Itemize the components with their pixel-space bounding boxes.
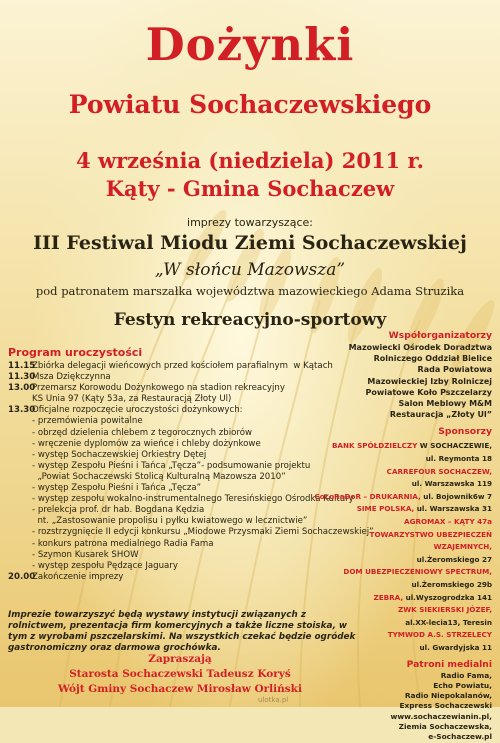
sponsor-name: DOM UBEZPIECZENIOWY SPECTRUM, xyxy=(343,567,492,577)
media-patron-item: Echo Powiatu, xyxy=(433,680,492,690)
sponsor-name: CoLoRaDoR – DRUKARNIA, xyxy=(314,491,421,501)
program-item xyxy=(8,372,364,383)
sponsor-address: W SOCHACZEWIE, xyxy=(417,441,492,451)
event-place: Kąty - Gmina Sochaczew xyxy=(105,176,395,201)
media-patron-item: Radio Fama, xyxy=(440,670,492,680)
sponsor-name: AGROMAX – KĄTY 47a xyxy=(404,516,492,526)
co-organizers-list xyxy=(312,342,492,420)
media-patron-item: Express Sochaczewski xyxy=(399,701,492,711)
sponsor-name: SIME POLSKA, xyxy=(356,504,415,514)
program-item xyxy=(8,550,364,561)
sponsor-name: CARREFOUR SOCHACZEW, xyxy=(386,466,492,476)
program-item xyxy=(8,505,364,516)
sponsor-address: ul.Żeromskiego 29b xyxy=(411,579,492,589)
patronage-line: pod patronatem marszałka województwa mazowieckiego Adama Struzika xyxy=(35,284,465,298)
poster-title: Dożynki xyxy=(145,18,355,71)
invite-paragraph: Imprezie towarzyszyć będą wystawy instytucji związanych z rolnictwem, prezentacja firm komercyjnych a także liczne stoiska, w tym z wyrobami pszczelarskimi. Na wszystkich czekać będzie ogródek gastronomiczny oraz darmowa grochówka. xyxy=(8,610,356,653)
co-organizer-item: Mazowieckiej Izby Rolniczej xyxy=(367,376,492,386)
sponsor-item xyxy=(312,640,492,653)
signer-starosta: Starosta Sochaczewski Tadeusz Koryś xyxy=(69,668,291,680)
program-item xyxy=(8,527,374,538)
media-patron-item: www.sochaczewianin.pl, xyxy=(390,711,492,721)
program-item-text: Zbiórka delegacji wieńcowych przed kościołem parafialnym w Kątach xyxy=(32,361,333,371)
program-item-text: Przemarsz Korowodu Dożynkowego na stadion rekreacyjny xyxy=(32,383,285,394)
media-patron-item: e-Sochaczew.pl xyxy=(428,732,492,742)
co-organizers-title: Współorganizatorzy xyxy=(388,330,492,341)
sponsor-address: al.XX-lecia13, Teresin xyxy=(405,617,492,627)
event-date: 4 września (niedziela) 2011 r. xyxy=(76,148,424,173)
sponsor-item xyxy=(312,451,492,464)
program-item-text: - konkurs patrona medialnego Radia Fama xyxy=(32,538,214,549)
program-item-text: - występ Zespołu Pieśni i Tańca „Tęcza”- podsumowanie projektu xyxy=(32,460,311,471)
sponsor-address: ul.Wyszogrodzka 141 xyxy=(403,592,492,602)
sponsor-item xyxy=(312,489,492,502)
accompanying-label: imprezy towarzyszące: xyxy=(187,216,313,229)
sponsor-name: TOWARZYSTWO UBEZPIECZEŃ WZAJEMNYCH, xyxy=(369,529,492,552)
program-item-text: - występ zespołu wokalno-instrumentalnego Teresińskiego Ośrodka Kultury xyxy=(32,494,354,505)
co-organizer-item: Rolniczego Oddział Bielice xyxy=(373,354,492,364)
program-item xyxy=(8,516,364,527)
co-organizer-item: Powiatowe Koło Pszczelarzy xyxy=(365,387,492,397)
program-item xyxy=(8,416,364,427)
sponsor-item xyxy=(312,527,492,552)
program-item-text: - prelekcja prof. dr hab. Bogdana Kędzia xyxy=(32,505,205,516)
sponsor-item xyxy=(312,552,492,565)
sponsor-address: ul. Warszawska 31 xyxy=(414,504,492,514)
program-item xyxy=(8,383,364,394)
sponsor-address: ul. Bojownik6w 7 xyxy=(420,491,492,501)
sponsor-item xyxy=(312,514,492,527)
festyn-title: Festyn rekreacyjno-sportowy xyxy=(113,310,387,330)
media-patron-item: Radio Niepokalanów, xyxy=(404,691,492,701)
program-item-text: - występ Sochaczewskiej Orkiestry Dętej xyxy=(32,449,207,460)
program-item-time: 20.00 xyxy=(8,571,36,582)
sponsor-item xyxy=(312,627,492,640)
program-title: Program uroczystości xyxy=(8,346,143,359)
sponsor-item xyxy=(312,438,492,451)
sponsor-item xyxy=(312,501,492,514)
co-organizer-item: Restauracja „Złoty Ul” xyxy=(389,410,492,420)
sponsor-item xyxy=(312,577,492,590)
sponsor-name: ZWK SIEKIERSKI JÓZEF, xyxy=(398,605,492,615)
program-item-text: - występ zespołu Pędzące Jaguary xyxy=(32,560,178,571)
program-item xyxy=(8,461,364,472)
watermark: ulotka.pl xyxy=(258,696,289,704)
sponsor-item xyxy=(312,590,492,603)
program-item-text: „Powiat Sochaczewski Stolicą Kulturalną Mazowsza 2010” xyxy=(32,471,286,482)
festival-title: III Festiwal Miodu Ziemi Sochaczewskiej xyxy=(33,232,467,254)
program-item-text: Msza Dziękczynna xyxy=(32,372,111,383)
media-patrons-list xyxy=(312,671,492,743)
program-item xyxy=(8,394,364,405)
program-item xyxy=(8,439,364,450)
sponsor-address: ul.Żeromskiego 27 xyxy=(416,554,492,564)
program-item-time: 13.00 xyxy=(8,383,36,394)
sponsors-list xyxy=(312,438,492,652)
sponsors-column xyxy=(312,330,492,743)
program-item xyxy=(8,494,364,505)
program-item-text: - występ Zespołu Pieśni i Tańca „Tęcza” xyxy=(32,483,202,494)
program-item-text: - obrzęd dzielenia chlebem z tegorocznych zbiorów xyxy=(32,427,253,438)
co-organizer-item: Rada Powiatowa xyxy=(417,365,492,375)
sponsor-address: ul. Gwardyjska 11 xyxy=(419,642,492,652)
program-item-text: - rozstrzygnięcie II edycji konkursu „Miodowe Przysmaki Ziemi Sochaczewskiej” xyxy=(32,527,374,538)
sponsor-item xyxy=(312,615,492,628)
program-item-text: - wręczenie dyplomów za wieńce i chleby dożynkowe xyxy=(32,438,261,449)
program-item-text: KS Unia 97 (Kąty 53a, za Restauracją Złoty Ul) xyxy=(32,394,232,405)
co-organizer-item: Salon Meblowy M&M xyxy=(398,399,492,409)
program-item xyxy=(8,472,364,483)
program-item-time: 11.30 xyxy=(8,372,36,383)
poster-subtitle: Powiatu Sochaczewskiego xyxy=(68,90,432,119)
signer-wojt: Wójt Gminy Sochaczew Mirosław Orliński xyxy=(58,683,302,695)
program-item-text: - przemówienia powitalne xyxy=(32,416,143,427)
festival-motto: „W słońcu Mazowsza” xyxy=(154,260,346,280)
program-item xyxy=(8,405,364,416)
sponsor-item xyxy=(312,464,492,477)
program-item xyxy=(8,428,364,439)
program-item xyxy=(8,561,364,572)
sponsor-name: BANK SPÓŁDZIELCZY xyxy=(331,441,418,451)
sponsor-address: ul. Warszawska 119 xyxy=(411,479,492,489)
program-item-time: 11.15 xyxy=(8,361,36,371)
sponsor-item xyxy=(312,602,492,615)
sponsor-address: ul. Reymonta 18 xyxy=(425,454,492,464)
program-item xyxy=(8,572,364,583)
program-item xyxy=(8,483,364,494)
media-patron-item: Ziemia Sochaczewska, xyxy=(398,722,492,731)
program-item-text: nt. „Zastosowanie propolisu i pyłku kwiatowego w lecznictwie” xyxy=(32,516,308,527)
program-item-text: - Szymon Kusarek SHOW xyxy=(32,549,139,560)
sponsor-name: ZEBRA, xyxy=(373,592,404,602)
sponsors-title: Sponsorzy xyxy=(438,426,492,438)
program-item-time: 13.30 xyxy=(8,405,36,416)
invite-heading: Zapraszają xyxy=(148,653,212,665)
program-item xyxy=(8,539,364,550)
sponsor-item xyxy=(312,564,492,577)
sponsor-item xyxy=(312,476,492,489)
co-organizer-item: Mazowiecki Ośrodek Doradztwa xyxy=(348,343,492,352)
media-patrons-title: Patroni medialni xyxy=(406,658,492,670)
program-item xyxy=(8,450,364,461)
sponsor-name: TYMWOD A.S. STRZELECY xyxy=(387,630,492,640)
program-item xyxy=(8,361,364,372)
program-item-text: Zakończenie imprezy xyxy=(32,571,124,582)
program-item-text: Oficjalne rozpoczęcie uroczystości dożynkowych: xyxy=(32,405,243,416)
